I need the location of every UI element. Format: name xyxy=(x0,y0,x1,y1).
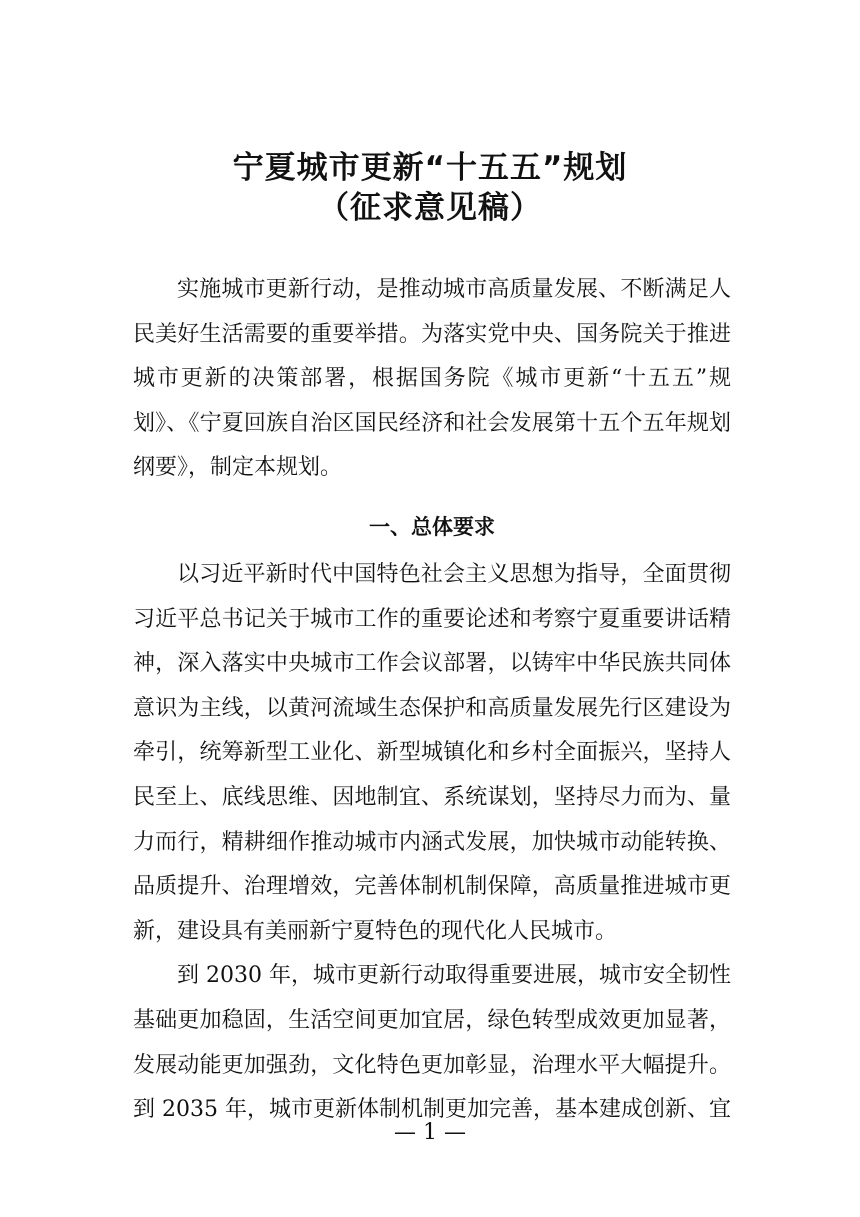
document-subtitle: （征求意见稿） xyxy=(318,190,542,226)
document-title: 宁夏城市更新“十五五”规划 xyxy=(232,150,628,186)
section-heading-general-requirements: 一、总体要求 xyxy=(369,514,495,539)
paragraph-guiding-ideology: 以习近平新时代中国特色社会主义思想为指导，全面贯彻习近平总书记关于城市工作的重要论述和考察宁夏重要讲话精神，深入落实中央城市工作会议部署，以铸牢中华民族共同体意识为主线，以黄河流域生态保护和高质量发展先行区建设为牵引，统筹新型工业化、新型城镇化和乡村全面振兴，坚持人民至上、底线思维、因地制宜、系统谋划，坚持尽力而为、量力而行，精耕细作推动城市内涵式发展，加快城市动能转换、品质提升、治理增效，完善体制机制保障，高质量推进城市更新，建设具有美丽新宁夏特色的现代化人民城市。 xyxy=(133,561,731,944)
paragraph-goals: 到 2030 年，城市更新行动取得重要进展，城市安全韧性基础更加稳固，生活空间更加宜居，绿色转型成效更加显著，发展动能更加强劲，文化特色更加彰显，治理水平大幅提升。到 2035 年，城市更新体制机制更加完善，基本建成创新、宜 xyxy=(133,963,731,1123)
page-number: — 1 — xyxy=(394,1120,466,1145)
document-body xyxy=(133,268,731,1133)
paragraph-intro: 实施城市更新行动，是推动城市高质量发展、不断满足人民美好生活需要的重要举措。为落实党中央、国务院关于推进城市更新的决策部署，根据国务院《城市更新“十五五”规划》、《宁夏回族自治区国民经济和社会发展第十五个五年规划纲要》，制定本规划。 xyxy=(133,277,731,481)
